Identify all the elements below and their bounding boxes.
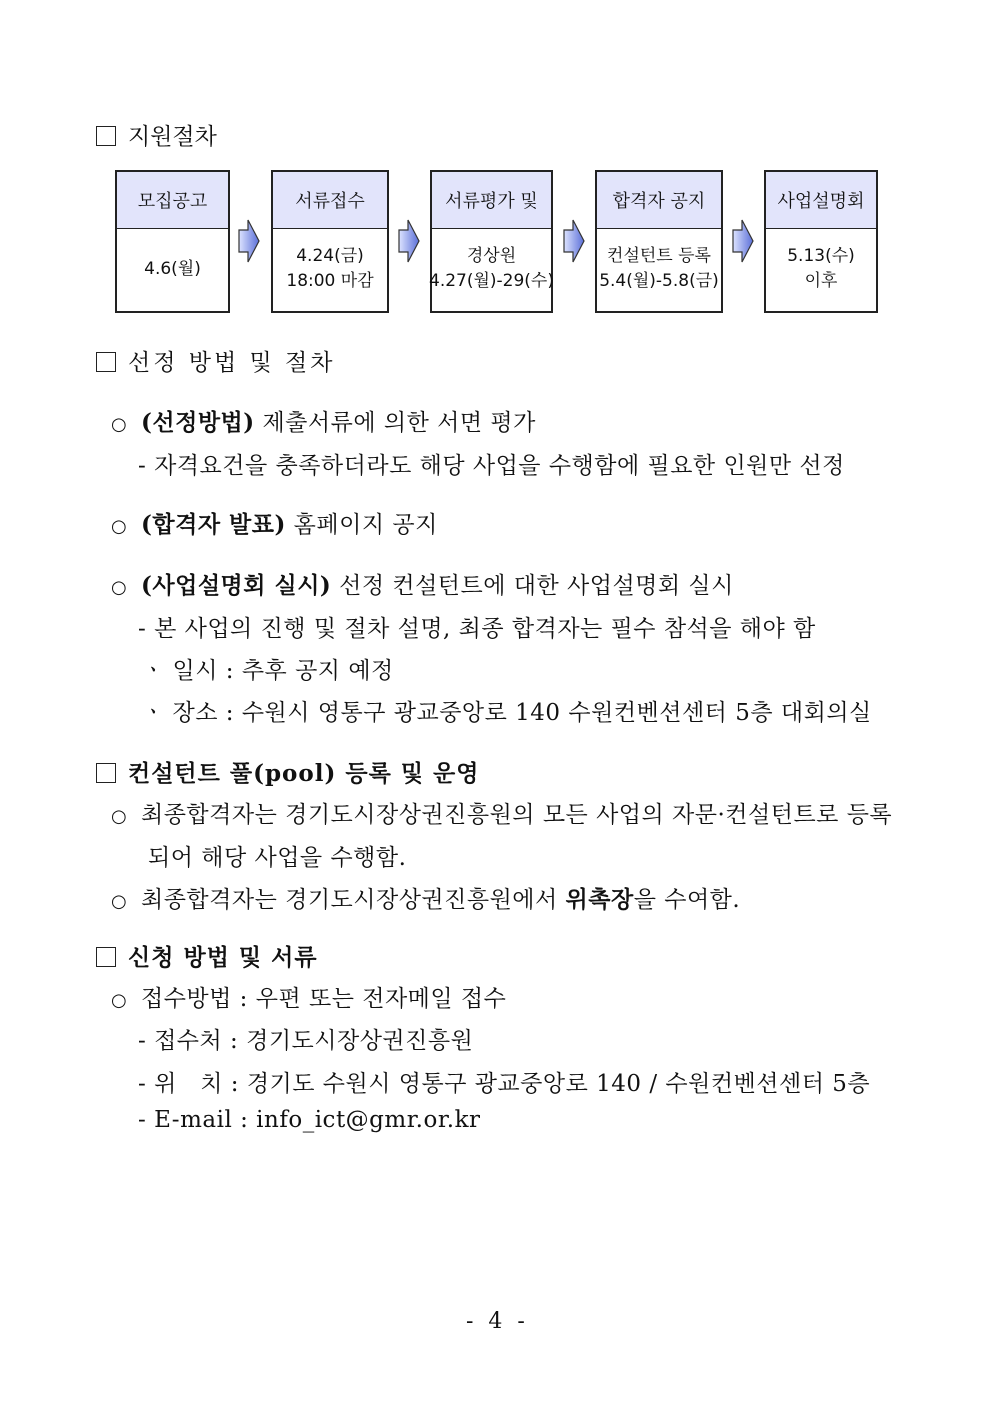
flow-step-date: 4.6(월) [144,258,201,279]
pool-item-register-cont: 되어 해당 사업을 수행함. [148,845,407,871]
briefing-date: ㆍ 일시 : 추후 공지 예정 [142,658,394,684]
apply-location: - 위 치 : 경기도 수원시 영통구 광교중앙로 140 / 수원컨벤션센터 5층 [138,1071,871,1097]
checkbox-square-icon [96,947,116,967]
flow-step-detail: 컨설턴트 등록 [607,246,711,266]
selection-item-announce: ○ (합격자 발표) 홈페이지 공지 [111,511,438,538]
bullet-circle-icon: ○ [111,414,128,435]
arrow-right-icon [397,218,421,264]
bullet-circle-icon: ○ [111,516,128,537]
selection-method-note: - 자격요건을 충족하더라도 해당 사업을 수행함에 필요한 인원만 선정 [138,453,845,479]
selection-item-method: ○ (선정방법) 제출서류에 의한 서면 평가 [111,409,536,436]
flow-step-3 [430,170,553,313]
bullet-circle-icon: ○ [111,891,128,912]
flow-step-2 [271,170,389,313]
checkbox-square-icon [96,352,116,372]
checkbox-square-icon [96,126,116,146]
checkbox-square-icon [96,763,116,783]
selection-item-briefing: ○ (사업설명회 실시) 선정 컨설턴트에 대한 사업설명회 실시 [111,572,734,599]
apply-receiver: - 접수처 : 경기도시장상권진흥원 [138,1028,474,1054]
flow-step-head: 서류평가 및 [432,172,551,229]
section-pool-title: 컨설턴트 풀(pool) 등록 및 운영 [96,755,479,788]
apply-method: ○ 접수방법 : 우편 또는 전자메일 접수 [111,986,507,1012]
arrow-right-icon [731,218,755,264]
flow-step-head: 합격자 공지 [597,172,721,229]
flow-step-date: 4.27(월)-29(수) [429,271,554,291]
flow-step-4 [595,170,723,313]
arrow-right-icon [237,218,261,264]
bullet-circle-icon: ○ [111,806,128,827]
bullet-circle-icon: ○ [111,990,128,1011]
flow-step-detail: 이후 [804,271,838,291]
arrow-right-icon [562,218,586,264]
section-apply-title: 신청 방법 및 서류 [96,939,318,972]
apply-email: - E-mail : info_ict@gmr.or.kr [138,1107,481,1133]
flow-step-5 [764,170,878,313]
flow-step-head: 사업설명회 [766,172,876,229]
briefing-note: - 본 사업의 진행 및 절차 설명, 최종 합격자는 필수 참석을 해야 함 [138,616,816,642]
flow-step-date: 5.13(수) [787,246,855,266]
flow-step-head: 서류접수 [273,172,387,229]
flow-step-head: 모집공고 [117,172,228,229]
flow-step-date: 5.4(월)-5.8(금) [599,271,719,291]
pool-item-certificate: ○ 최종합격자는 경기도시장상권진흥원에서 위촉장을 수여함. [111,886,741,913]
page-number: - 4 - [466,1309,529,1334]
pool-item-register: ○ 최종합격자는 경기도시장상권진흥원의 모든 사업의 자문·컨설턴트로 등록 [111,802,893,828]
flow-step-1 [115,170,230,313]
section-selection-title: 선정 방법 및 절차 [96,344,335,377]
briefing-place: ㆍ 장소 : 수원시 영통구 광교중앙로 140 수원컨벤션센터 5층 대회의실 [142,700,872,726]
bullet-circle-icon: ○ [111,577,128,598]
flow-step-org: 경상원 [466,246,517,266]
section-procedure-title: 지원절차 [96,118,217,151]
flow-step-detail: 18:00 마감 [286,271,374,291]
flow-step-date: 4.24(금) [296,246,364,266]
